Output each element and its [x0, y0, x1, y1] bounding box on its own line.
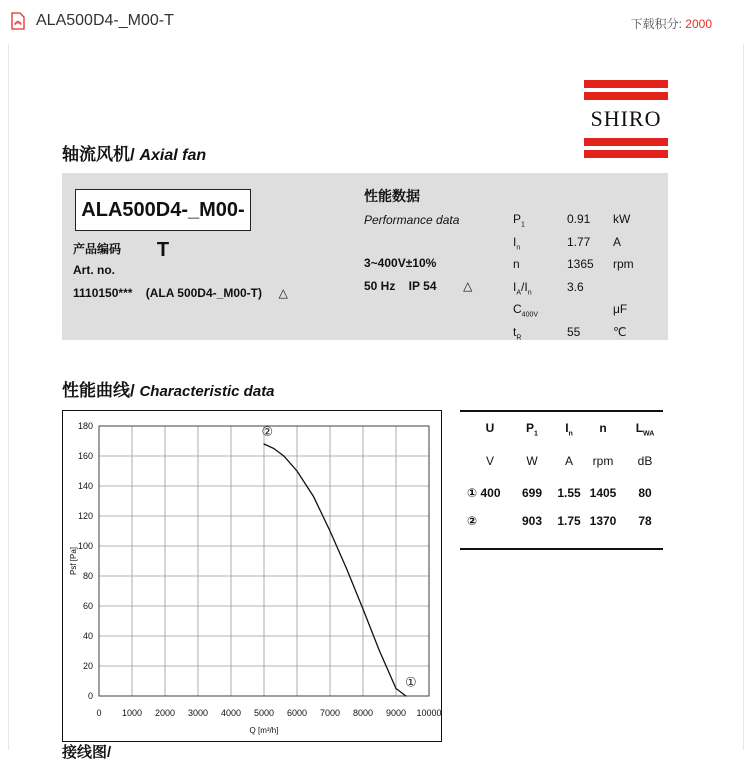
- data-point: [313, 496, 314, 497]
- table-cell: 1370: [589, 514, 617, 528]
- logo-stripe: [584, 92, 668, 100]
- y-tick-label: 80: [82, 571, 93, 581]
- table-cell: 80: [638, 486, 652, 500]
- x-tick-label: 8000: [352, 708, 374, 718]
- data-point: [263, 443, 264, 444]
- table-unit: W: [526, 454, 538, 468]
- logo-stripe: [584, 150, 668, 158]
- y-axis-label: Psf [Pa]: [69, 546, 78, 576]
- logo-stripe: [584, 80, 668, 88]
- voltage-spec: 3~400V±10%: [364, 256, 437, 270]
- points-label: 下载积分:: [630, 17, 682, 31]
- perf-unit: A: [613, 234, 622, 249]
- y-tick-label: 60: [82, 601, 93, 611]
- data-point: [283, 455, 284, 456]
- viewer-toolbar: [0, 0, 750, 45]
- art-no-value: 1110150*** (ALA 500D4-_M00-T) △: [73, 286, 288, 300]
- x-tick-label: 3000: [187, 708, 209, 718]
- x-tick-label: 1000: [121, 708, 143, 718]
- table-cell: 1.55: [557, 486, 581, 500]
- x-tick-label: 7000: [319, 708, 341, 718]
- brand-logo: [584, 80, 668, 160]
- perf-symbol: n: [513, 257, 520, 271]
- table-cell: 1.75: [557, 514, 581, 528]
- characteristic-heading: [62, 376, 275, 401]
- x-tick-label: 5000: [253, 708, 275, 718]
- perf-symbol: $C_{400V}$: [513, 302, 539, 319]
- y-tick-label: 180: [77, 421, 93, 431]
- data-point: [346, 568, 347, 569]
- table-unit: V: [485, 454, 494, 468]
- perf-unit: rpm: [613, 257, 634, 271]
- table-unit: rpm: [592, 454, 614, 468]
- document-title: ALA500D4-_M00-T: [36, 12, 174, 29]
- x-axis-label: Q [m³/h]: [249, 726, 279, 735]
- table-cell: 78: [638, 514, 652, 528]
- perf-value: 3.6: [567, 279, 584, 294]
- perf-unit: ℃: [613, 324, 627, 339]
- art-no-label: Art. no.: [73, 263, 115, 277]
- table-unit: dB: [637, 454, 653, 468]
- table-unit: A: [564, 454, 573, 468]
- page-left-edge: [8, 44, 9, 750]
- table-bottom-rule: [460, 548, 663, 550]
- y-tick-label: 0: [87, 691, 93, 701]
- x-tick-label: 4000: [220, 708, 242, 718]
- perf-value: 55: [567, 324, 581, 339]
- perf-unit: μF: [613, 302, 628, 316]
- table-cell: 699: [521, 486, 543, 500]
- perf-symbol: $t_R$: [513, 324, 522, 341]
- characteristic-cn: 性能曲线/: [62, 381, 135, 400]
- logo-stripe: [584, 138, 668, 146]
- curve-annotation: ②: [261, 425, 274, 440]
- perf-unit: kW: [613, 212, 631, 226]
- y-tick-label: 160: [77, 451, 93, 461]
- x-tick-label: 6000: [286, 708, 308, 718]
- table-cell: ②: [467, 514, 478, 528]
- characteristic-en: Characteristic data: [139, 383, 275, 400]
- pdf-file-icon: [11, 12, 25, 30]
- x-tick-label: 2000: [154, 708, 176, 718]
- data-point: [405, 695, 406, 696]
- heading-en: Axial fan: [139, 147, 207, 164]
- perf-value: 0.91: [567, 212, 591, 226]
- table-top-rule: [460, 410, 663, 412]
- data-point: [273, 448, 274, 449]
- x-tick-label: 10000: [416, 708, 442, 718]
- performance-title-cn: 性能数据: [364, 188, 420, 204]
- data-point: [395, 688, 396, 689]
- perf-symbol: $I_n$: [513, 234, 521, 251]
- y-tick-label: 40: [82, 631, 93, 641]
- data-point: [379, 650, 380, 651]
- model-name-box: ALA500D4-_M00-T: [75, 189, 251, 231]
- data-point: [362, 608, 363, 609]
- heading-cn: 轴流风机/: [62, 145, 135, 164]
- points-value: 2000: [685, 17, 712, 31]
- table-header: $L_{WA}$: [635, 421, 655, 438]
- series-line: [264, 444, 406, 696]
- freq-ip-spec: 50 Hz IP 54 △: [364, 279, 473, 293]
- perf-value: 1365: [567, 257, 594, 271]
- table-header: n: [599, 421, 607, 435]
- y-tick-label: 120: [77, 511, 93, 521]
- table-header: $I_n$: [565, 421, 573, 438]
- data-point: [329, 530, 330, 531]
- table-cell: 903: [521, 514, 543, 528]
- performance-title-en: Performance data: [364, 213, 460, 227]
- x-tick-label: 0: [96, 708, 102, 718]
- perf-value: 1.77: [567, 234, 591, 249]
- table-header: $P_1$: [526, 421, 538, 438]
- download-points: [631, 15, 712, 32]
- page-heading: [62, 140, 206, 165]
- data-point: [296, 470, 297, 471]
- y-tick-label: 100: [77, 541, 93, 551]
- y-tick-label: 140: [77, 481, 93, 491]
- wiring-heading-partial: 接线图/: [62, 744, 112, 761]
- table-cell: ① 400: [467, 486, 501, 500]
- curve-annotation: ①: [405, 675, 417, 691]
- product-code-cn: 产品编码: [73, 242, 122, 256]
- logo-text: SHIRO: [590, 106, 662, 131]
- table-cell: 1405: [589, 486, 617, 500]
- perf-symbol: $I_A/I_n$: [513, 279, 532, 296]
- table-header: U: [485, 421, 495, 435]
- characteristic-chart: [62, 410, 442, 742]
- x-tick-label: 9000: [385, 708, 407, 718]
- perf-symbol: $P_1$: [513, 212, 525, 229]
- page-right-edge: [743, 44, 744, 750]
- y-tick-label: 20: [82, 661, 93, 671]
